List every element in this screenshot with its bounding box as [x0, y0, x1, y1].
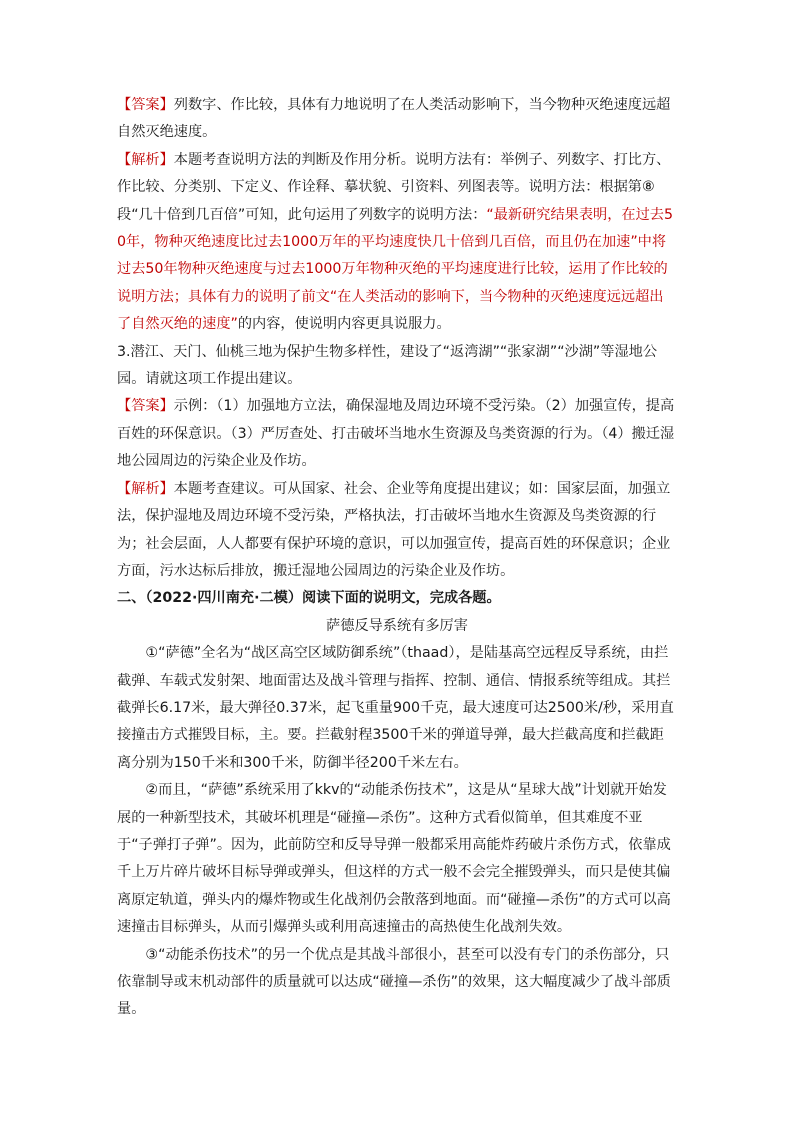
q2-answer [117, 92, 677, 147]
q3-analysis-text: 本题考查建议。可从国家、社会、企业等角度提出建议；如：国家层面，加强立法，保护湿地及周边环境不受污染，严格执法，打击破坏当地水生资源及鸟类资源的行为；社会层面，人人都要有保护环境的意识，可以加强宣传，提高百姓的环保意识；企业方面，污水达标后排放，搬迁湿地公园周边的污染企业及作坊。 [117, 480, 671, 579]
answer-label: 【答案】 [117, 97, 174, 113]
q2-answer-text: 列数字、作比较，具体有力地说明了在人类活动影响下，当今物种灭绝速度远超自然灭绝速度。 [117, 97, 671, 141]
q2-analysis-text-c: 的内容，使说明内容更具说服力。 [237, 316, 451, 333]
document-content [117, 92, 677, 1024]
section-heading: 二、（2022·四川南充·二模）阅读下面的说明文，完成各题。 [117, 590, 501, 607]
q3-answer-text: 示例：（1）加强地方立法，确保湿地及周边环境不受污染。（2）加强宣传，提高百姓的环保意识。（3）严厉查处、打击破坏当地水生资源及鸟类资源的行为。（4）搬迁湿地公园周边的污染企业及作坊。 [117, 398, 675, 470]
q2-analysis-quote: “最新研究结果表明，在过去50年，物种灭绝速度比过去1000万年的平均速度快几十倍到几百倍，而且仍在加速”中将过去50年物种灭绝速度与过去1000万年物种灭绝的平均速度进行比较，运用了作比较的说明方法；具体有力的说明了前文“在人类活动的影响下，当今物种的灭绝速度远远超出了自然灭绝的速度” [117, 206, 674, 333]
answer-label: 【答案】 [117, 398, 174, 415]
q2-analysis [117, 147, 677, 339]
analysis-label: 【解析】 [117, 151, 174, 168]
q3-analysis [117, 476, 677, 586]
article-paragraph-3: ③“动能杀伤技术”的另一个优点是其战斗部很小，甚至可以没有专门的杀伤部分，只依靠制导或末机动部件的质量就可以达成“碰撞—杀伤”的效果，这大幅度减少了战斗部质量。 [117, 946, 671, 1018]
q2-analysis-text-a: 本题考查说明方法的判断及作用分析。说明方法有：举例子、列数字、打比方、作比较、分类别、下定义、作诠释、摹状貌、引资料、列图表等。说明方法：根据第⑧段“几十倍到几百倍”可知，此句运用了列数字的说明方法： [117, 151, 671, 223]
article-title: 萨德反导系统有多厉害 [326, 617, 468, 634]
q3-question: 3.潜江、天门、仙桃三地为保护生物多样性，建设了“返湾湖”“张家湖”“沙湖”等湿地公园。请就这项工作提出建议。 [117, 343, 658, 388]
article-paragraph-1: ①“萨德”全名为“战区高空区域防御系统”（thaad），是陆基高空远程反导系统，由拦截弹、车载式发射架、地面雷达及战斗管理与指挥、控制、通信、情报系统等组成。其拦截弹长6.17米，最大弹径0.37米，起飞重量900千克，最大速度可达2500米/秒，采用直接撞击方式摧毁目标，主。要。拦截射程3500千米的弹道导弹，最大拦截高度和拦截距离分别为150千米和300千米，防御半径200千米左右。 [117, 645, 674, 771]
analysis-label: 【解析】 [117, 480, 174, 497]
article-paragraph-2: ②而且，“萨德”系统采用了kkv的“动能杀伤技术”，这是从“星球大战”计划就开始发展的一种新型技术，其破坏机理是“碰撞—杀伤”。这种方式看似简单，但其难度不亚于“子弹打子弹”。因为，此前防空和反导导弹一般都采用高能炸药破片杀伤方式，依靠成千上万片碎片破坏目标导弹或弹头，但这样的方式一般不会完全摧毁弹头，而只是使其偏离原定轨道，弹头内的爆炸物或生化战剂仍会散落到地面。而“碰撞—杀伤”的方式可以高速撞击目标弹头，从而引爆弹头或利用高速撞击的高热使生化战剂失效。 [117, 782, 671, 936]
q3-answer [117, 393, 677, 475]
